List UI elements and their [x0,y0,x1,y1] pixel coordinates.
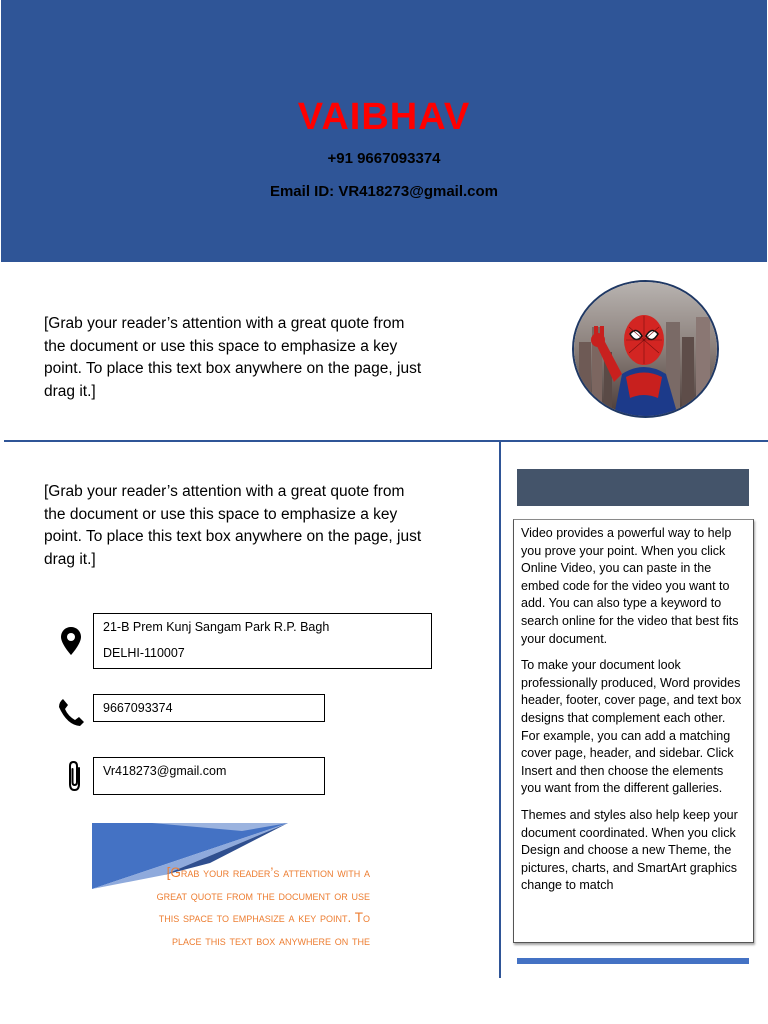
candidate-name: VAIBHAV [297,96,471,138]
quote-top[interactable]: [Grab your reader’s attention with a great quote from the document or use this space to emphasize a key point. To place this text box anywhere on the page, just drag it.] [44,315,422,400]
vertical-divider [499,442,501,978]
phone-icon [57,697,85,732]
horizontal-divider [4,440,768,442]
quote-bottom[interactable]: [Grab your reader’s attention with a great quote from the document or use this space to emphasize a key point. To place this text box anywhere on the [156,865,370,948]
header-phone: +91 9667093374 [327,150,441,167]
address-line1: 21-B Prem Kunj Sangam Park R.P. Bagh [103,620,330,634]
phone-field[interactable] [93,694,325,722]
sidebar-accent-bar [517,958,749,964]
email-value: Vr418273@gmail.com [103,764,227,778]
email-field[interactable] [93,757,325,795]
profile-photo [572,280,719,418]
paperclip-icon [65,760,85,797]
sidebar-heading-bar [517,469,749,506]
header-email: Email ID: VR418273@gmail.com [269,183,499,200]
address-field[interactable] [93,613,432,669]
sidebar-paragraph: To make your document look professionally produced, Word provides header, footer, cover page, and text box designs that complement each other. For example, you can add a matching cover page, header, and sidebar. Click Insert and then choose the elements you want from the different galleries. [521,658,742,796]
quote-mid[interactable]: [Grab your reader’s attention with a great quote from the document or use this space to emphasize a key point. To place this text box anywhere on the page, just drag it.] [44,483,422,568]
sidebar-text-box[interactable] [513,519,754,943]
spiderman-photo-icon [574,282,717,416]
sidebar-paragraph: Themes and styles also help keep your document coordinated. When you click Design and choose a new Theme, the pictures, charts, and SmartArt graphics change to match [521,807,738,893]
sidebar-paragraph: Video provides a powerful way to help you prove your point. When you click Online Video, you can paste in the embed code for the video you want to add. You can also type a keyword to search online for the video that best fits your document. [521,526,739,646]
address-line2: DELHI-110007 [103,646,185,660]
phone-value: 9667093374 [103,701,173,715]
location-pin-icon [60,626,82,661]
